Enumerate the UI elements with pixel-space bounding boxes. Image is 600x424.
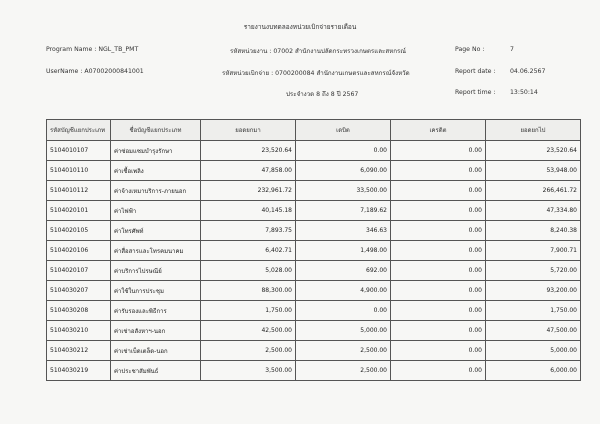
report-title: รายงานงบทดลองหน่วยเบิกจ่ายรายเดือน — [243, 23, 357, 31]
table-row — [47, 221, 581, 241]
cell-closing-balance: 47,500.00 — [486, 321, 581, 341]
table-row — [47, 181, 581, 201]
page-number: 7 — [510, 46, 514, 53]
cell-opening-balance: 6,402.71 — [201, 241, 296, 261]
cell-account-code: 5104010110 — [47, 161, 111, 181]
program-name: Program Name : NGL_TB_PMT — [46, 46, 139, 53]
cell-account-name: ค่าบริการไปรษณีย์ — [111, 261, 201, 281]
cell-credit: 0.00 — [391, 261, 486, 281]
table-row — [47, 261, 581, 281]
cell-closing-balance: 8,240.38 — [486, 221, 581, 241]
table-row — [47, 281, 581, 301]
cell-opening-balance: 3,500.00 — [201, 361, 296, 381]
table-row — [47, 161, 581, 181]
col-debit: เดบิต — [296, 120, 391, 141]
cell-debit: 6,090.00 — [296, 161, 391, 181]
cell-credit: 0.00 — [391, 201, 486, 221]
cell-debit: 2,500.00 — [296, 341, 391, 361]
cell-credit: 0.00 — [391, 281, 486, 301]
report-period: ประจำงวด 8 ถึง 8 ปี 2567 — [286, 91, 359, 98]
cell-closing-balance: 1,750.00 — [486, 301, 581, 321]
cell-debit: 7,189.62 — [296, 201, 391, 221]
cell-opening-balance: 47,858.00 — [201, 161, 296, 181]
table-row — [47, 301, 581, 321]
table-row — [47, 201, 581, 221]
cell-opening-balance: 1,750.00 — [201, 301, 296, 321]
report-date-label: Report date : — [455, 68, 496, 75]
cell-closing-balance: 47,334.80 — [486, 201, 581, 221]
cell-account-code: 5104030208 — [47, 301, 111, 321]
cell-closing-balance: 93,200.00 — [486, 281, 581, 301]
user-name: UserName : A07002000841001 — [46, 68, 144, 75]
cell-account-name: ค่าซ่อมแซมบำรุงรักษา — [111, 141, 201, 161]
cell-credit: 0.00 — [391, 301, 486, 321]
cell-closing-balance: 53,948.00 — [486, 161, 581, 181]
table-row — [47, 141, 581, 161]
cell-debit: 692.00 — [296, 261, 391, 281]
cell-opening-balance: 42,500.00 — [201, 321, 296, 341]
cell-account-name: ค่าสื่อสารและโทรคมนาคม — [111, 241, 201, 261]
agency-code: รหัสหน่วยงาน : 07002 สำนักงานปลัดกระทรวงเกษตรและสหกรณ์ — [230, 48, 407, 55]
cell-credit: 0.00 — [391, 241, 486, 261]
cell-opening-balance: 88,300.00 — [201, 281, 296, 301]
cell-debit: 1,498.00 — [296, 241, 391, 261]
cell-account-name: ค่าใช้ในการประชุม — [111, 281, 201, 301]
cell-account-name: ค่ารับรองและพิธีการ — [111, 301, 201, 321]
cell-opening-balance: 5,028.00 — [201, 261, 296, 281]
cell-debit: 33,500.00 — [296, 181, 391, 201]
cell-closing-balance: 7,900.71 — [486, 241, 581, 261]
cell-debit: 0.00 — [296, 301, 391, 321]
cell-debit: 346.63 — [296, 221, 391, 241]
cell-account-code: 5104030210 — [47, 321, 111, 341]
cell-account-name: ค่าเช่าอสังหาฯ-นอก — [111, 321, 201, 341]
cell-debit: 2,500.00 — [296, 361, 391, 381]
col-account-name: ชื่อบัญชีแยกประเภท — [111, 120, 201, 141]
cell-credit: 0.00 — [391, 161, 486, 181]
cell-account-code: 5104020105 — [47, 221, 111, 241]
col-account-code: รหัสบัญชีแยกประเภท — [47, 120, 111, 141]
cell-closing-balance: 5,000.00 — [486, 341, 581, 361]
disbursing-unit: รหัสหน่วยเบิกจ่าย : 0700200084 สำนักงานเกษตรและสหกรณ์จังหวัด — [222, 70, 410, 77]
cell-credit: 0.00 — [391, 141, 486, 161]
cell-account-name: ค่าโทรศัพท์ — [111, 221, 201, 241]
cell-account-code: 5104020106 — [47, 241, 111, 261]
report-time: 13:50:14 — [510, 89, 538, 96]
col-credit: เครดิต — [391, 120, 486, 141]
cell-account-code: 5104030212 — [47, 341, 111, 361]
cell-account-code: 5104030219 — [47, 361, 111, 381]
page-label: Page No : — [455, 46, 485, 53]
cell-opening-balance: 23,520.64 — [201, 141, 296, 161]
table-row — [47, 241, 581, 261]
cell-opening-balance: 7,893.75 — [201, 221, 296, 241]
report-date: 04.06.2567 — [510, 68, 546, 75]
cell-credit: 0.00 — [391, 221, 486, 241]
table-row — [47, 321, 581, 341]
cell-credit: 0.00 — [391, 341, 486, 361]
cell-credit: 0.00 — [391, 361, 486, 381]
cell-debit: 5,000.00 — [296, 321, 391, 341]
table-row — [47, 341, 581, 361]
cell-account-name: ค่าเช่าเบ็ดเตล็ด-นอก — [111, 341, 201, 361]
cell-account-name: ค่าประชาสัมพันธ์ — [111, 361, 201, 381]
cell-opening-balance: 40,145.18 — [201, 201, 296, 221]
col-opening-balance: ยอดยกมา — [201, 120, 296, 141]
cell-account-name: ค่าเชื้อเพลิง — [111, 161, 201, 181]
col-closing-balance: ยอดยกไป — [486, 120, 581, 141]
cell-account-code: 5104010112 — [47, 181, 111, 201]
report-time-label: Report time : — [455, 89, 496, 96]
cell-closing-balance: 23,520.64 — [486, 141, 581, 161]
cell-closing-balance: 6,000.00 — [486, 361, 581, 381]
cell-credit: 0.00 — [391, 321, 486, 341]
cell-account-code: 5104020101 — [47, 201, 111, 221]
cell-account-code: 5104020107 — [47, 261, 111, 281]
cell-opening-balance: 2,500.00 — [201, 341, 296, 361]
cell-account-name: ค่าไฟฟ้า — [111, 201, 201, 221]
trial-balance-table — [46, 119, 581, 381]
table-row — [47, 361, 581, 381]
cell-account-name: ค่าจ้างเหมาบริการ-ภายนอก — [111, 181, 201, 201]
cell-debit: 0.00 — [296, 141, 391, 161]
cell-account-code: 5104010107 — [47, 141, 111, 161]
cell-opening-balance: 232,961.72 — [201, 181, 296, 201]
cell-closing-balance: 5,720.00 — [486, 261, 581, 281]
cell-account-code: 5104030207 — [47, 281, 111, 301]
cell-debit: 4,900.00 — [296, 281, 391, 301]
table-header-row — [47, 120, 581, 141]
cell-closing-balance: 266,461.72 — [486, 181, 581, 201]
cell-credit: 0.00 — [391, 181, 486, 201]
